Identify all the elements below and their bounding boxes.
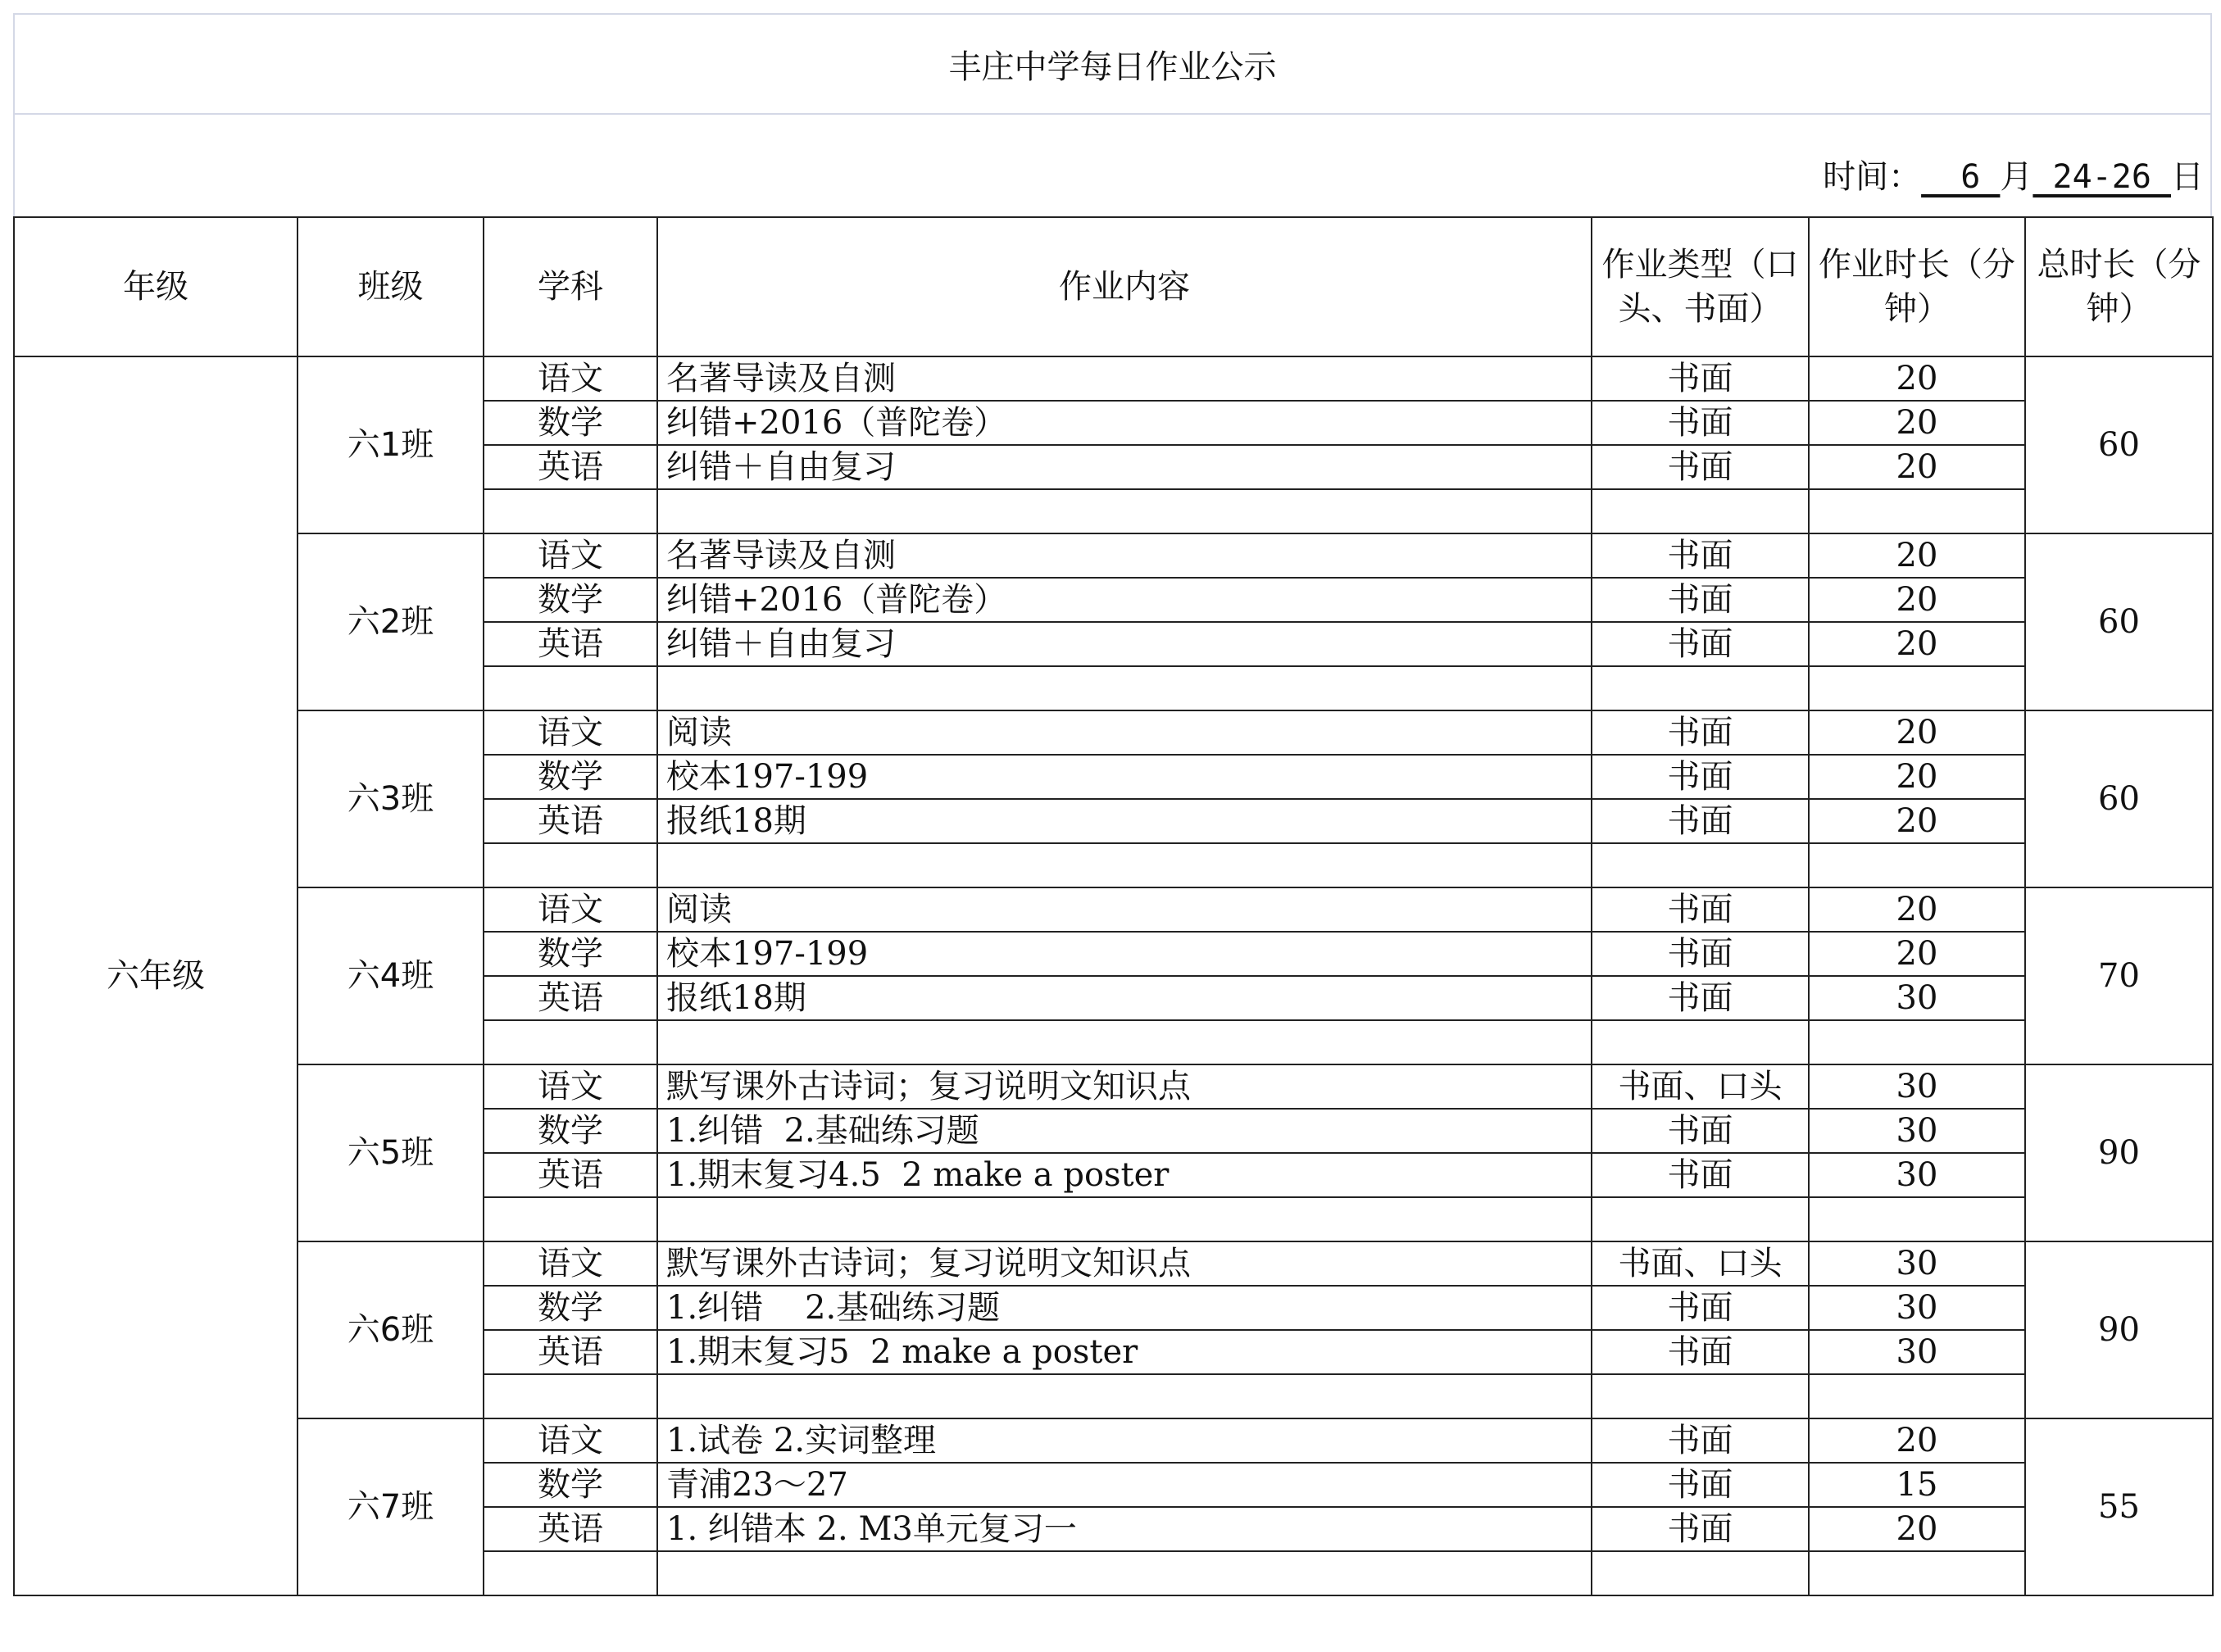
date-prefix: 时间： (1823, 158, 1922, 196)
duration-cell[interactable]: 20 (1809, 1507, 2025, 1551)
total-cell[interactable]: 60 (2025, 356, 2213, 533)
type-cell-empty[interactable] (1592, 666, 1809, 710)
header-content[interactable]: 作业内容 (657, 217, 1592, 356)
subject-cell[interactable]: 语文 (484, 1418, 657, 1463)
duration-cell-empty[interactable] (1809, 489, 2025, 533)
duration-cell-empty[interactable] (1809, 1374, 2025, 1418)
type-cell[interactable]: 书面 (1592, 887, 1809, 932)
type-cell-empty[interactable] (1592, 1020, 1809, 1064)
type-cell-empty[interactable] (1592, 489, 1809, 533)
content-cell[interactable]: 默写课外古诗词；复习说明文知识点 (657, 1241, 1592, 1286)
content-cell[interactable]: 纠错+2016（普陀卷） (657, 401, 1592, 445)
content-cell[interactable]: 校本197-199 (657, 755, 1592, 799)
type-cell[interactable]: 书面 (1592, 1153, 1809, 1197)
total-cell[interactable]: 90 (2025, 1064, 2213, 1241)
duration-cell[interactable]: 20 (1809, 356, 2025, 401)
type-cell[interactable]: 书面 (1592, 755, 1809, 799)
type-cell[interactable]: 书面 (1592, 710, 1809, 755)
content-cell[interactable]: 1. 纠错本 2. M3单元复习一 (657, 1507, 1592, 1551)
table-body (14, 356, 2213, 1595)
type-cell[interactable]: 书面 (1592, 932, 1809, 976)
class-cell[interactable]: 六1班 (297, 356, 484, 533)
duration-cell[interactable]: 30 (1809, 1286, 2025, 1330)
table-row (14, 1064, 2213, 1109)
class-cell[interactable]: 六5班 (297, 1064, 484, 1241)
date-month-unit: 月 (2000, 158, 2033, 196)
duration-cell[interactable]: 15 (1809, 1463, 2025, 1507)
class-cell[interactable]: 六6班 (297, 1241, 484, 1418)
type-cell[interactable]: 书面 (1592, 1507, 1809, 1551)
table-row (14, 887, 2213, 932)
header-subject[interactable]: 学科 (484, 217, 657, 356)
type-cell[interactable]: 书面 (1592, 533, 1809, 578)
subject-cell-empty[interactable] (484, 666, 657, 710)
total-cell[interactable]: 70 (2025, 887, 2213, 1064)
duration-cell[interactable]: 20 (1809, 401, 2025, 445)
class-cell[interactable]: 六7班 (297, 1418, 484, 1595)
content-cell[interactable]: 纠错＋自由复习 (657, 445, 1592, 489)
date-month-value: 6 (1921, 158, 2001, 196)
subject-cell[interactable]: 数学 (484, 755, 657, 799)
duration-cell[interactable]: 20 (1809, 887, 2025, 932)
class-cell[interactable]: 六2班 (297, 533, 484, 710)
type-cell[interactable]: 书面、口头 (1592, 1241, 1809, 1286)
duration-cell[interactable]: 30 (1809, 1153, 2025, 1197)
subject-cell[interactable]: 英语 (484, 445, 657, 489)
total-cell[interactable]: 55 (2025, 1418, 2213, 1595)
subject-cell-empty[interactable] (484, 1374, 657, 1418)
homework-table (13, 216, 2214, 1596)
duration-cell[interactable]: 20 (1809, 445, 2025, 489)
type-cell-empty[interactable] (1592, 1197, 1809, 1241)
duration-cell[interactable]: 30 (1809, 1330, 2025, 1374)
type-cell[interactable]: 书面 (1592, 1286, 1809, 1330)
sheet-title-cell[interactable] (13, 13, 2212, 113)
type-cell[interactable]: 书面 (1592, 799, 1809, 843)
subject-cell[interactable]: 数学 (484, 401, 657, 445)
content-cell[interactable]: 默写课外古诗词；复习说明文知识点 (657, 1064, 1592, 1109)
duration-cell[interactable]: 20 (1809, 755, 2025, 799)
duration-cell[interactable]: 30 (1809, 1064, 2025, 1109)
subject-cell[interactable]: 英语 (484, 1330, 657, 1374)
type-cell[interactable]: 书面 (1592, 1109, 1809, 1153)
header-class[interactable]: 班级 (297, 217, 484, 356)
duration-cell[interactable]: 20 (1809, 578, 2025, 622)
content-cell[interactable]: 1.试卷 2.实词整理 (657, 1418, 1592, 1463)
header-type[interactable]: 作业类型（口头、书面） (1592, 217, 1809, 356)
content-cell-empty[interactable] (657, 489, 1592, 533)
class-cell[interactable]: 六3班 (297, 710, 484, 887)
subject-cell[interactable]: 语文 (484, 1064, 657, 1109)
content-cell[interactable]: 阅读 (657, 887, 1592, 932)
duration-cell-empty[interactable] (1809, 666, 2025, 710)
type-cell[interactable]: 书面 (1592, 622, 1809, 666)
subject-cell-empty[interactable] (484, 1197, 657, 1241)
type-cell[interactable]: 书面 (1592, 401, 1809, 445)
content-cell[interactable]: 1.期末复习5 2 make a poster (657, 1330, 1592, 1374)
type-cell[interactable]: 书面 (1592, 356, 1809, 401)
subject-cell-empty[interactable] (484, 1020, 657, 1064)
type-cell[interactable]: 书面、口头 (1592, 1064, 1809, 1109)
subject-cell[interactable]: 英语 (484, 1153, 657, 1197)
table-row (14, 1418, 2213, 1463)
content-cell[interactable]: 纠错+2016（普陀卷） (657, 578, 1592, 622)
duration-cell[interactable]: 20 (1809, 710, 2025, 755)
subject-cell[interactable]: 英语 (484, 976, 657, 1020)
duration-cell[interactable]: 20 (1809, 1418, 2025, 1463)
content-cell[interactable]: 校本197-199 (657, 932, 1592, 976)
content-cell-empty[interactable] (657, 1197, 1592, 1241)
subject-cell[interactable]: 数学 (484, 932, 657, 976)
subject-cell[interactable]: 语文 (484, 533, 657, 578)
header-duration[interactable]: 作业时长（分钟） (1809, 217, 2025, 356)
table-row (14, 1241, 2213, 1286)
subject-cell-empty[interactable] (484, 1551, 657, 1595)
duration-cell-empty[interactable] (1809, 843, 2025, 887)
content-cell[interactable]: 1.纠错 2.基础练习题 (657, 1286, 1592, 1330)
subject-cell-empty[interactable] (484, 489, 657, 533)
duration-cell[interactable]: 20 (1809, 799, 2025, 843)
type-cell[interactable]: 书面 (1592, 578, 1809, 622)
content-cell-empty[interactable] (657, 843, 1592, 887)
date-cell[interactable] (13, 113, 2212, 216)
header-total[interactable]: 总时长（分钟） (2025, 217, 2213, 356)
duration-cell[interactable]: 30 (1809, 1241, 2025, 1286)
subject-cell[interactable]: 数学 (484, 1463, 657, 1507)
subject-cell[interactable]: 数学 (484, 1109, 657, 1153)
subject-cell[interactable]: 英语 (484, 1507, 657, 1551)
sheet-title: 丰庄中学每日作业公示 (948, 48, 1277, 86)
subject-cell-empty[interactable] (484, 843, 657, 887)
duration-cell-empty[interactable] (1809, 1551, 2025, 1595)
content-cell[interactable]: 青浦23～27 (657, 1463, 1592, 1507)
table-row (14, 533, 2213, 578)
subject-cell[interactable]: 英语 (484, 622, 657, 666)
header-row (14, 217, 2213, 356)
subject-cell[interactable]: 语文 (484, 356, 657, 401)
subject-cell[interactable]: 语文 (484, 1241, 657, 1286)
subject-cell[interactable]: 英语 (484, 799, 657, 843)
content-cell[interactable]: 阅读 (657, 710, 1592, 755)
type-cell[interactable]: 书面 (1592, 976, 1809, 1020)
subject-cell[interactable]: 数学 (484, 578, 657, 622)
duration-cell-empty[interactable] (1809, 1197, 2025, 1241)
content-cell-empty[interactable] (657, 1374, 1592, 1418)
type-cell-empty[interactable] (1592, 1551, 1809, 1595)
date-line (1823, 151, 2204, 197)
date-day-value: 24-26 (2033, 158, 2171, 196)
content-cell[interactable]: 1.期末复习4.5 2 make a poster (657, 1153, 1592, 1197)
content-cell[interactable]: 名著导读及自测 (657, 533, 1592, 578)
type-cell-empty[interactable] (1592, 843, 1809, 887)
type-cell[interactable]: 书面 (1592, 1418, 1809, 1463)
duration-cell[interactable]: 20 (1809, 622, 2025, 666)
subject-cell[interactable]: 数学 (484, 1286, 657, 1330)
duration-cell[interactable]: 30 (1809, 1109, 2025, 1153)
type-cell-empty[interactable] (1592, 1374, 1809, 1418)
content-cell-empty[interactable] (657, 1551, 1592, 1595)
content-cell-empty[interactable] (657, 666, 1592, 710)
duration-cell[interactable]: 20 (1809, 932, 2025, 976)
type-cell[interactable]: 书面 (1592, 1330, 1809, 1374)
table-row (14, 710, 2213, 755)
content-cell[interactable]: 报纸18期 (657, 799, 1592, 843)
table-row (14, 356, 2213, 401)
type-cell[interactable]: 书面 (1592, 1463, 1809, 1507)
total-cell[interactable]: 60 (2025, 533, 2213, 710)
content-cell[interactable]: 名著导读及自测 (657, 356, 1592, 401)
class-cell[interactable]: 六4班 (297, 887, 484, 1064)
subject-cell[interactable]: 语文 (484, 710, 657, 755)
date-day-unit: 日 (2171, 158, 2204, 196)
content-cell[interactable]: 1.纠错 2.基础练习题 (657, 1109, 1592, 1153)
content-cell-empty[interactable] (657, 1020, 1592, 1064)
content-cell[interactable]: 报纸18期 (657, 976, 1592, 1020)
duration-cell[interactable]: 20 (1809, 533, 2025, 578)
subject-cell[interactable]: 语文 (484, 887, 657, 932)
duration-cell[interactable]: 30 (1809, 976, 2025, 1020)
type-cell[interactable]: 书面 (1592, 445, 1809, 489)
duration-cell-empty[interactable] (1809, 1020, 2025, 1064)
total-cell[interactable]: 90 (2025, 1241, 2213, 1418)
total-cell[interactable]: 60 (2025, 710, 2213, 887)
grade-cell[interactable]: 六年级 (14, 356, 297, 1595)
content-cell[interactable]: 纠错＋自由复习 (657, 622, 1592, 666)
header-grade[interactable]: 年级 (14, 217, 297, 356)
